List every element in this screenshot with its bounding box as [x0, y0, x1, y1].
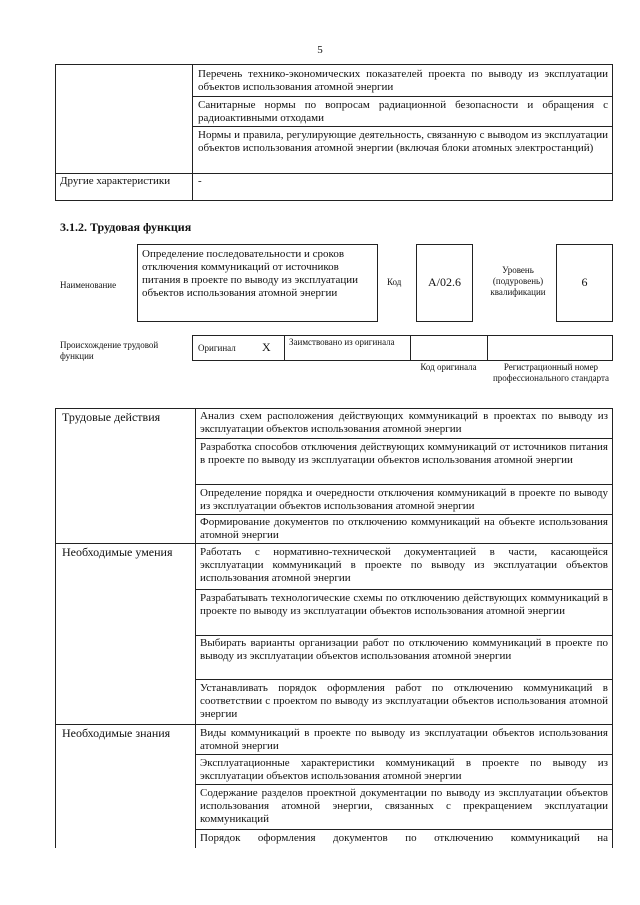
list-item: Определение порядка и очередности отключения коммуникаций в проекте по выводу из эксплуатации объектов использования атомной энергии: [200, 487, 608, 512]
top-row-1: Перечень технико-экономических показателей проекта по выводу из эксплуатации объектов использования атомной энергии: [198, 68, 608, 93]
reg-number-caption: Регистрационный номер профессионального стандарта: [492, 362, 610, 383]
code-label: Код: [387, 277, 402, 287]
top-row-3: Нормы и правила, регулирующие деятельность, связанную с выводом из эксплуатации объектов использования атомной энергии (включая блоки атомных электростанций): [198, 129, 608, 154]
page-number: 5: [317, 44, 323, 56]
list-item: Разработка способов отключения действующих коммуникаций от источников питания в проекте по выводу из эксплуатации объектов использования атомной энергии: [200, 441, 608, 466]
list-item: Устанавливать порядок оформления работ по отключению коммуникаций в соответствии с проектом по выводу из эксплуатации объектов использования атомной энергии: [200, 682, 608, 720]
list-item: Формирование документов по отключению коммуникаций на объекте использования атомной энергии: [200, 516, 608, 541]
group-label-knowledge: Необходимые знания: [62, 726, 171, 740]
other-characteristics-value: -: [198, 175, 202, 187]
origin-mark: X: [262, 340, 271, 354]
list-item: Разрабатывать технологические схемы по отключению действующих коммуникаций в проекте по выводу из эксплуатации объектов использования атомной энергии: [200, 592, 608, 617]
code-value: А/02.6: [428, 275, 461, 289]
origin-label: Происхождение трудовой функции: [60, 340, 159, 361]
name-label: Наименование: [60, 280, 117, 290]
list-item: Порядок оформления документов по отключению коммуникаций на: [200, 832, 608, 844]
list-item: Работать с нормативно-технической документацией в части, касающейся эксплуатации коммуникаций в проекте по выводу из эксплуатации объектов использования атомной энергии: [200, 546, 608, 584]
code-original-caption: Код оригинала: [420, 362, 477, 372]
list-item: Анализ схем расположения действующих коммуникаций в проектах по выводу из эксплуатации объектов использования атомной энергии: [200, 410, 608, 435]
level-label: Уровень (подуровень) квалификации: [490, 265, 546, 297]
list-item: Содержание разделов проектной документации по выводу из эксплуатации объектов использования атомной энергии, связанных с прекращением эксплуатации коммуникаций: [200, 787, 608, 825]
origin-borrowed: Заимствовано из оригинала: [289, 337, 395, 347]
section-title: 3.1.2. Трудовая функция: [60, 220, 192, 234]
list-item: Виды коммуникаций в проекте по выводу из эксплуатации объектов использования атомной энергии: [200, 727, 608, 752]
group-label-labor-actions: Трудовые действия: [62, 410, 161, 424]
level-value: 6: [581, 275, 588, 289]
name-value: Определение последовательности и сроков отключения коммуникаций от источников питания в проекте по выводу из эксплуатации объектов использования атомной энергии: [142, 248, 359, 299]
group-label-skills: Необходимые умения: [62, 545, 173, 559]
other-characteristics-label: Другие характеристики: [60, 175, 171, 187]
list-item: Эксплуатационные характеристики коммуникаций в проекте по выводу из эксплуатации объектов использования атомной энергии: [200, 757, 608, 782]
list-item: Выбирать варианты организации работ по отключению коммуникаций в проекте по выводу из эксплуатации объектов использования атомной энергии: [200, 637, 608, 662]
origin-original: Оригинал: [198, 343, 236, 353]
top-row-2: Санитарные нормы по вопросам радиационной безопасности и обращения с радиоактивными отходами: [198, 99, 608, 124]
